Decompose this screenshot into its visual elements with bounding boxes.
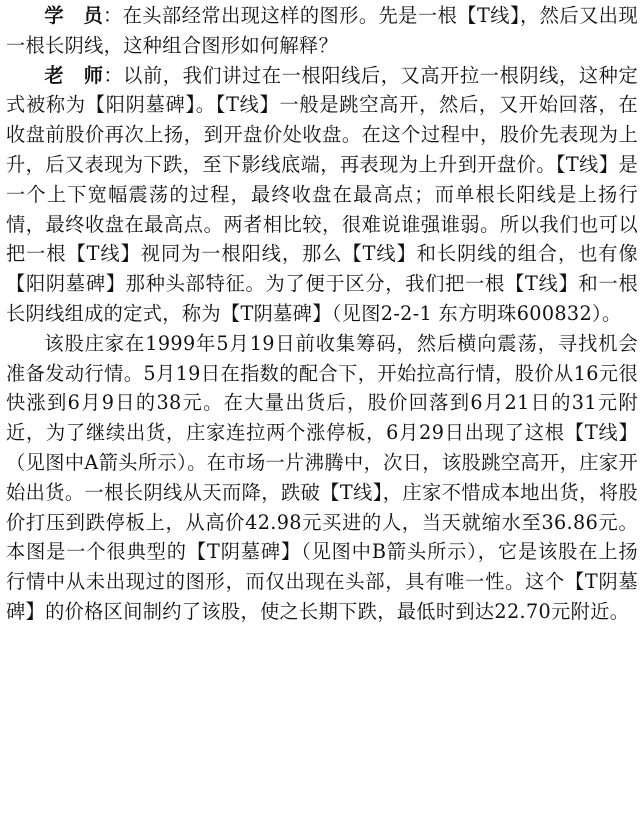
paragraph-teacher-answer [6,61,638,329]
speaker-student: 学 员 [44,4,103,27]
speaker-teacher: 老 师 [44,63,104,87]
paragraph-student-question [6,0,638,61]
paragraph-text: ：以前，我们讲过在一根阳线后，又高开拉一根阴线，这种定式被称为【阳阴墓碑】。【T线】一般是跳空高开，然后，又开始回落，在收盘前股价再次上扬，到开盘价处收盘。在这个过程中，股价先表现为上升，后又表现为下跌，至下影线底端，再表现为上升到开盘价。【T线】是一个上下宽幅震荡的过程，最终收盘在最高点；而单根长阳线是上扬行情，最终收盘在最高点。两者相比较，很难说谁强谁弱。所以我们也可以把一根【T线】视同为一根阳线，那么【T线】和长阴线的组合，也有像【阳阴墓碑】那种头部特征。为了便于区分，我们把一根【T线】和一根长阴线组成的定式，称为【T阴墓碑】（见图2-2-1 东方明珠600832）。 [6,63,638,325]
paragraph-text: 该股庄家在1999年5月19日前收集筹码，然后横向震荡，寻找机会准备发动行情。5月19日在指数的配合下，开始拉高行情，股价从16元很快涨到6月9日的38元。在大量出货后，股价回落到6月21日的31元附近，为了继续出货，庄家连拉两个涨停板，6月29日出现了这根【T线】（见图中A箭头所示）。在市场一片沸腾中，次日，该股跳空高开，庄家开始出货。一根长阴线从天而降，跌破【T线】，庄家不惜成本地出货，将股价打压到跌停板上，从高价42.98元买进的人，当天就缩水至36.86元。本图是一个很典型的【T阴墓碑】（见图中B箭头所示），它是该股在上扬行情中从未出现过的图形，而仅出现在头部，具有唯一性。这个【T阴墓碑】的价格区间制约了该股，使之长期下跌，最低时到达22.70元附近。 [6,331,638,623]
paragraph-case-study [6,329,638,627]
document-page [6,0,638,627]
paragraph-text: ：在头部经常出现这样的图形。先是一根【T线】，然后又出现一根长阴线，这种组合图形如何解释？ [6,4,638,57]
